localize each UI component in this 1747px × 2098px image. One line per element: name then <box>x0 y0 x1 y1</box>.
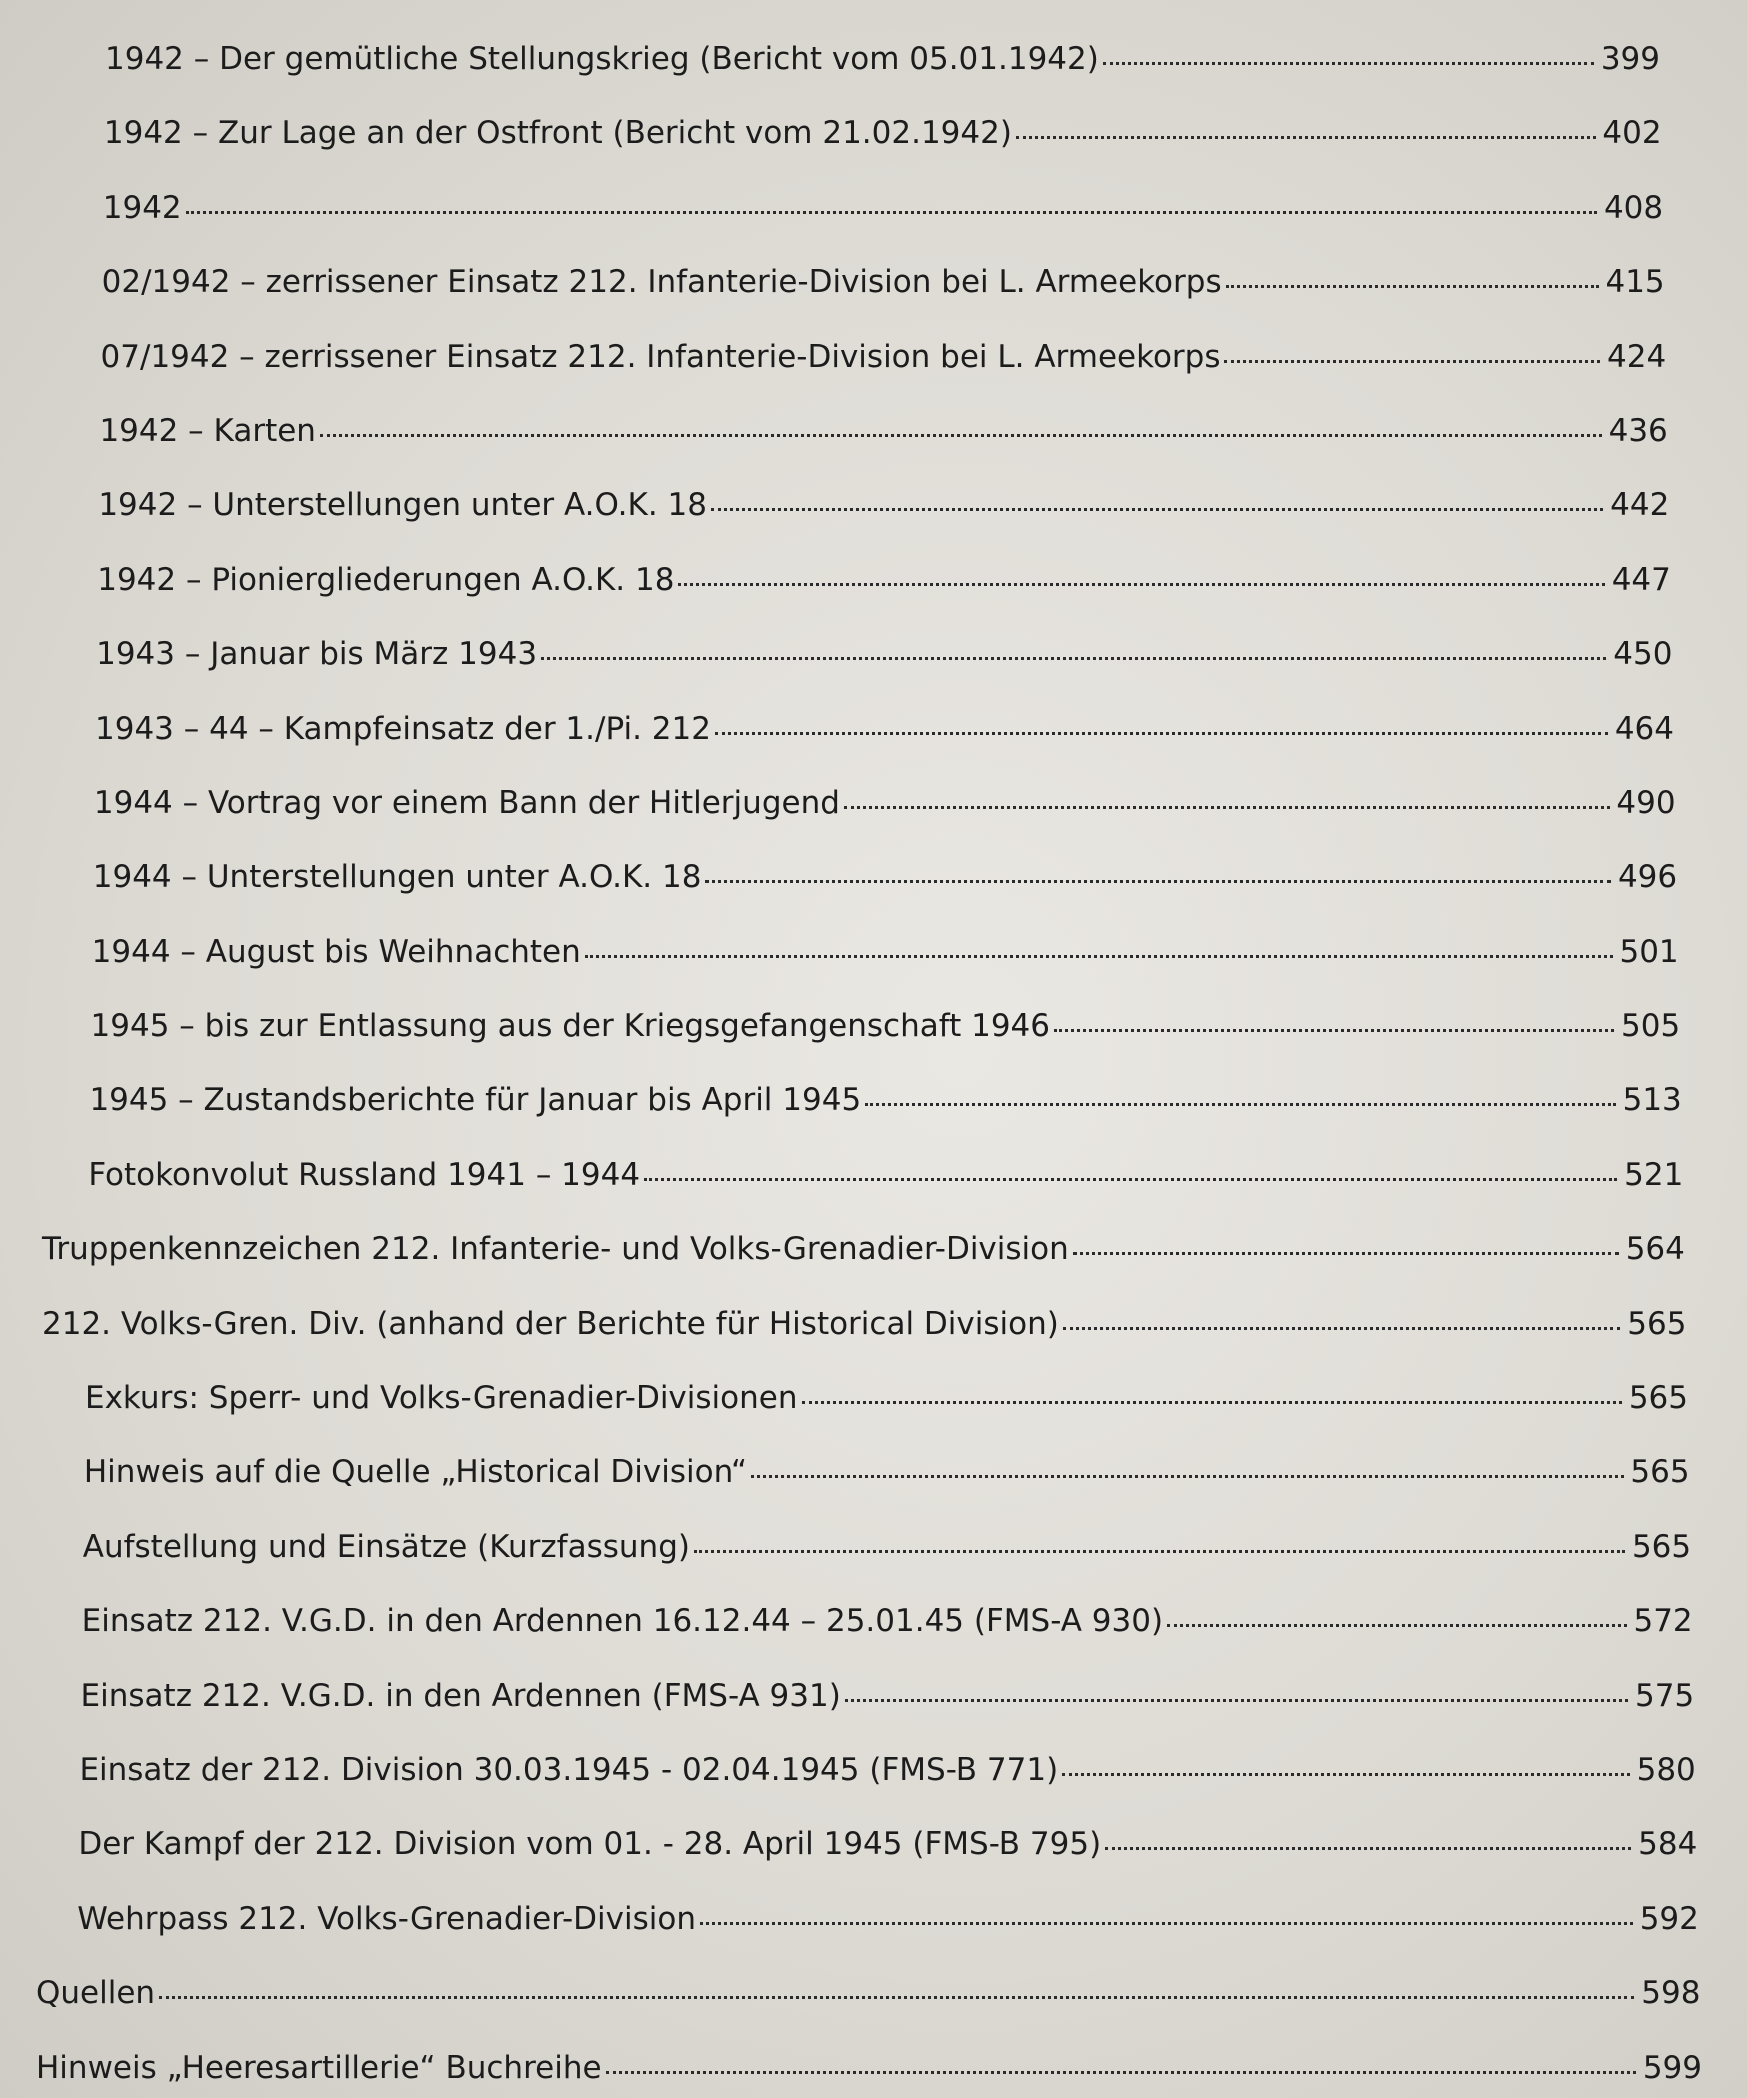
toc-entry-page-number: 442 <box>1610 487 1670 524</box>
toc-entry-title: Hinweis auf die Quelle „Historical Division“ <box>83 1454 748 1491</box>
toc-entry <box>0 1651 1694 1725</box>
toc-entry-page-number: 599 <box>1642 2049 1702 2086</box>
toc-entry-page-number: 513 <box>1622 1082 1682 1119</box>
toc-entry-title: Wehrpass 212. Volks-Grenadier-Division <box>77 1900 696 1937</box>
toc-entry <box>0 2023 1702 2097</box>
dot-leader <box>802 1401 1623 1404</box>
toc-entry <box>0 981 1680 1055</box>
toc-entry-title: 07/1942 – zerrissener Einsatz 212. Infanterie-Division bei L. Armeekorps <box>100 338 1221 375</box>
toc-entry-page-number: 565 <box>1630 1454 1690 1491</box>
dot-leader <box>320 434 1602 437</box>
toc-entry <box>0 1874 1699 1948</box>
toc-entry-page-number: 436 <box>1608 412 1668 449</box>
toc-entry-title: 1942 – Unterstellungen unter A.O.K. 18 <box>98 487 708 524</box>
table-of-contents <box>0 14 1747 2097</box>
toc-entry <box>0 832 1677 906</box>
toc-entry <box>0 312 1666 386</box>
toc-entry-title: Einsatz 212. V.G.D. in den Ardennen (FMS-A 931) <box>80 1677 841 1714</box>
dot-leader <box>159 1996 1634 1999</box>
toc-entry <box>0 386 1668 460</box>
toc-entry-title: Quellen <box>36 1975 156 2012</box>
toc-entry <box>0 907 1679 981</box>
toc-entry-page-number: 584 <box>1638 1826 1698 1863</box>
dot-leader <box>1054 1029 1614 1032</box>
toc-entry <box>0 1948 1700 2022</box>
toc-entry-title: Aufstellung und Einsätze (Kurzfassung) <box>82 1528 690 1565</box>
toc-entry-page-number: 505 <box>1621 1008 1681 1045</box>
dot-leader <box>1105 1847 1631 1850</box>
toc-entry-page-number: 490 <box>1616 784 1676 821</box>
toc-entry <box>0 1204 1685 1278</box>
toc-entry <box>0 1427 1690 1501</box>
toc-entry <box>0 535 1671 609</box>
toc-entry-page-number: 572 <box>1633 1603 1693 1640</box>
toc-entry-title: Einsatz 212. V.G.D. in den Ardennen 16.12.44 – 25.01.45 (FMS-A 930) <box>81 1603 1164 1640</box>
toc-entry-page-number: 575 <box>1635 1677 1695 1714</box>
toc-entry <box>0 758 1676 832</box>
toc-entry-page-number: 565 <box>1627 1305 1687 1342</box>
toc-entry-page-number: 415 <box>1605 264 1665 301</box>
toc-entry <box>0 237 1665 311</box>
toc-entry-page-number: 598 <box>1641 1975 1701 2012</box>
toc-entry-title: 1945 – Zustandsberichte für Januar bis April 1945 <box>89 1082 862 1119</box>
dot-leader <box>715 732 1608 735</box>
toc-entry-title: 1945 – bis zur Entlassung aus der Kriegsgefangenschaft 1946 <box>90 1008 1050 1045</box>
dot-leader <box>1167 1624 1627 1627</box>
toc-entry-page-number: 402 <box>1602 115 1662 152</box>
dot-leader <box>186 211 1597 214</box>
toc-entry-title: Der Kampf der 212. Division vom 01. - 28. April 1945 (FMS-B 795) <box>78 1826 1102 1863</box>
toc-entry <box>0 1502 1691 1576</box>
dot-leader <box>845 1699 1628 1702</box>
toc-entry-title: 1942 – Zur Lage an der Ostfront (Bericht vom 21.02.1942) <box>103 115 1012 152</box>
dot-leader <box>1103 62 1594 65</box>
toc-entry-page-number: 496 <box>1617 859 1678 896</box>
toc-entry <box>0 1576 1693 1650</box>
toc-entry <box>0 684 1674 758</box>
dot-leader <box>1073 1252 1619 1255</box>
toc-entry-page-number: 580 <box>1636 1751 1696 1788</box>
toc-entry-title: 1944 – August bis Weihnachten <box>91 933 581 970</box>
toc-entry-page-number: 450 <box>1613 636 1673 673</box>
toc-entry-page-number: 564 <box>1625 1231 1685 1268</box>
toc-entry-title: 1942 – Der gemütliche Stellungskrieg (Bericht vom 05.01.1942) <box>105 41 1099 77</box>
dot-leader <box>1016 136 1596 139</box>
toc-entry-title: 1943 – 44 – Kampfeinsatz der 1./Pi. 212 <box>95 710 711 747</box>
toc-entry-title: Hinweis „Heeresartillerie“ Buchreihe <box>36 2049 602 2086</box>
toc-entry <box>0 1130 1683 1204</box>
toc-entry-page-number: 399 <box>1600 41 1660 77</box>
toc-entry-page-number: 408 <box>1603 189 1664 226</box>
toc-entry <box>0 609 1672 683</box>
toc-entry-title: Truppenkennzeichen 212. Infanterie- und Volks-Grenadier-Division <box>42 1231 1069 1268</box>
dot-leader <box>585 955 1613 958</box>
toc-entry-page-number: 521 <box>1624 1156 1684 1193</box>
toc-entry <box>0 163 1663 237</box>
toc-entry <box>0 1353 1688 1427</box>
dot-leader <box>694 1550 1625 1553</box>
toc-entry-title: Exkurs: Sperr- und Volks-Grenadier-Divisionen <box>85 1380 798 1417</box>
dot-leader <box>1063 1327 1621 1330</box>
toc-entry-title: 1942 – Pioniergliederungen A.O.K. 18 <box>97 561 675 598</box>
toc-entry-title: 02/1942 – zerrissener Einsatz 212. Infanterie-Division bei L. Armeekorps <box>101 264 1222 301</box>
dot-leader <box>678 583 1604 586</box>
toc-entry <box>0 1279 1686 1353</box>
toc-entry-title: 1942 – Karten <box>99 412 316 449</box>
dot-leader <box>700 1922 1633 1925</box>
toc-entry-title: 1944 – Vortrag vor einem Bann der Hitlerjugend <box>93 784 840 821</box>
dot-leader <box>705 880 1611 883</box>
toc-entry-page-number: 592 <box>1639 1900 1699 1937</box>
toc-entry <box>0 1799 1697 1873</box>
toc-entry <box>0 1055 1682 1129</box>
toc-entry-title: 1942 <box>102 189 182 226</box>
toc-entry-title: 212. Volks-Gren. Div. (anhand der Berichte für Historical Division) <box>42 1305 1059 1342</box>
toc-entry-page-number: 565 <box>1631 1528 1692 1565</box>
toc-entry-title: Fotokonvolut Russland 1941 – 1944 <box>88 1156 641 1193</box>
toc-entry-page-number: 424 <box>1607 338 1667 375</box>
toc-entry-page-number: 464 <box>1614 710 1674 747</box>
toc-entry <box>0 14 1660 88</box>
dot-leader <box>1062 1773 1630 1776</box>
dot-leader <box>844 806 1610 809</box>
toc-entry-title: Einsatz der 212. Division 30.03.1945 - 02.04.1945 (FMS-B 771) <box>79 1751 1059 1788</box>
dot-leader <box>1224 360 1600 363</box>
toc-entry-page-number: 447 <box>1611 561 1671 598</box>
toc-entry <box>0 88 1662 162</box>
dot-leader <box>606 2071 1636 2074</box>
dot-leader <box>541 657 1606 660</box>
toc-entry-title: 1944 – Unterstellungen unter A.O.K. 18 <box>92 859 702 896</box>
toc-entry-title: 1943 – Januar bis März 1943 <box>96 636 538 673</box>
toc-entry <box>0 460 1669 534</box>
dot-leader <box>644 1178 1617 1181</box>
dot-leader <box>865 1103 1616 1106</box>
toc-entry <box>0 1725 1696 1799</box>
toc-entry-page-number: 501 <box>1619 933 1679 970</box>
toc-entry-page-number: 565 <box>1628 1380 1688 1417</box>
dot-leader <box>711 508 1603 511</box>
dot-leader <box>1226 285 1599 288</box>
dot-leader <box>751 1475 1624 1478</box>
